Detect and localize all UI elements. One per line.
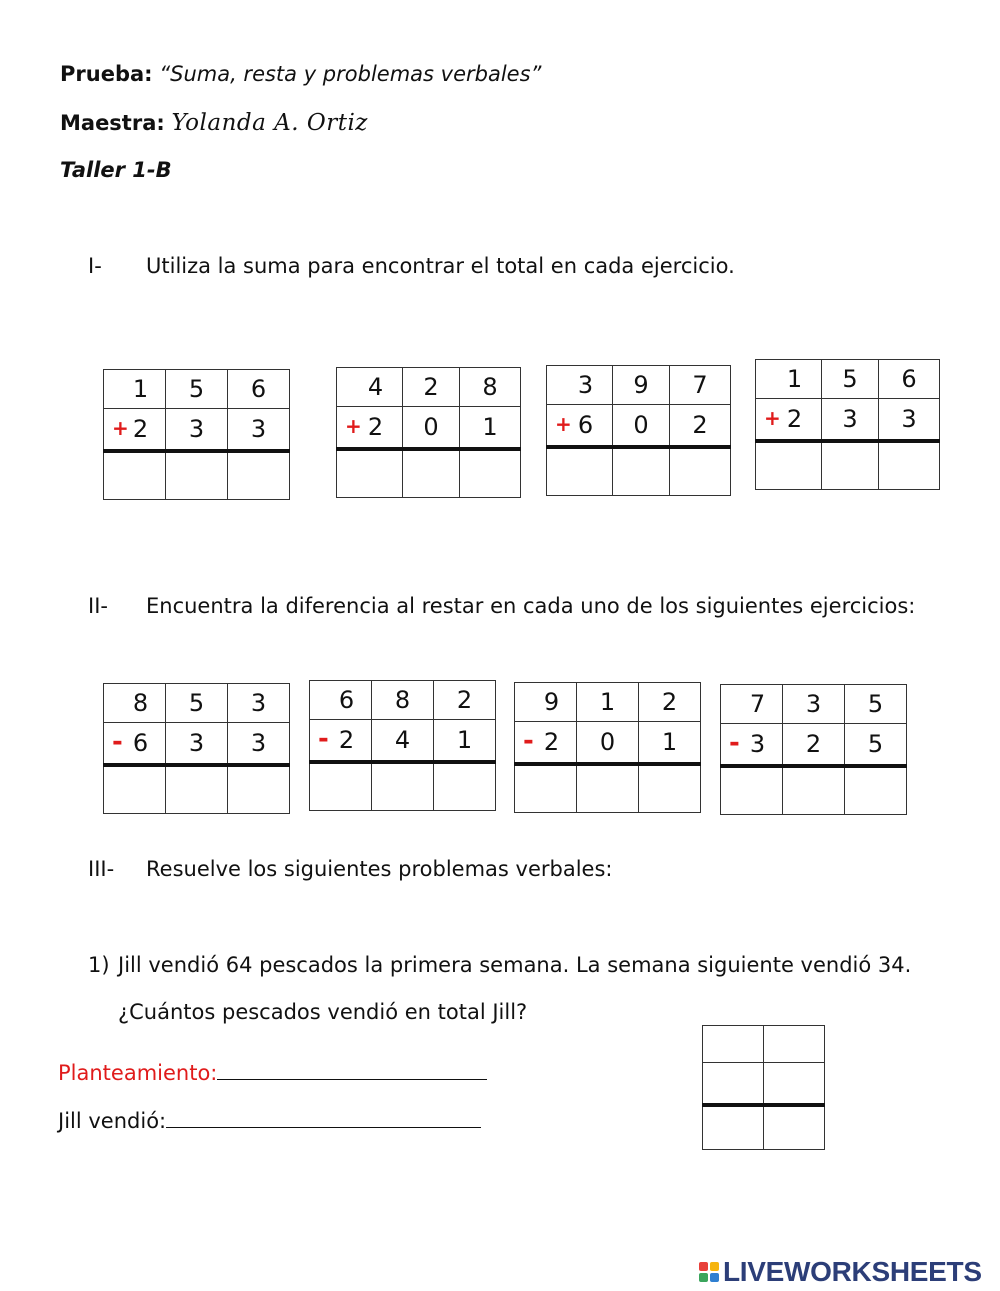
top-digit: 5 bbox=[842, 365, 858, 393]
answer-cell[interactable] bbox=[639, 764, 701, 813]
top-digit-cell bbox=[228, 684, 290, 723]
bottom-digit-cell bbox=[577, 722, 639, 765]
section-3-number: III- bbox=[88, 857, 115, 881]
top-digit: 1 bbox=[786, 365, 803, 393]
minus-sign: - bbox=[523, 725, 534, 756]
bottom-digit: 3 bbox=[842, 405, 858, 433]
bottom-digit-cell bbox=[372, 720, 434, 763]
answer-cell[interactable] bbox=[104, 765, 166, 814]
answer-cell[interactable] bbox=[756, 441, 822, 490]
bottom-digit-cell bbox=[104, 723, 166, 766]
bottom-digit: 0 bbox=[599, 728, 616, 756]
bottom-digit: 3 bbox=[901, 405, 917, 433]
planteamiento-label: Planteamiento: bbox=[58, 1061, 218, 1085]
section-2-number: II- bbox=[88, 594, 108, 618]
minus-sign: - bbox=[112, 726, 123, 757]
answer-cell[interactable] bbox=[228, 451, 290, 500]
top-digit-cell bbox=[104, 684, 166, 723]
top-digit: 1 bbox=[132, 375, 149, 403]
bottom-digit: 0 bbox=[423, 413, 439, 441]
bottom-digit: 5 bbox=[867, 730, 884, 758]
answer-cell[interactable] bbox=[403, 449, 460, 498]
bottom-digit-cell bbox=[670, 405, 731, 448]
teacher-line bbox=[60, 110, 368, 136]
top-digit-cell bbox=[639, 683, 701, 722]
top-digit: 1 bbox=[599, 688, 616, 716]
top-digit-cell bbox=[756, 360, 822, 399]
bottom-digit-cell bbox=[228, 723, 290, 766]
answer-cell[interactable] bbox=[845, 766, 907, 815]
bottom-digit: 1 bbox=[661, 728, 678, 756]
top-digit-cell bbox=[783, 685, 845, 724]
answer-line[interactable] bbox=[166, 1109, 481, 1128]
top-digit-cell bbox=[515, 683, 577, 722]
top-digit: 6 bbox=[250, 375, 267, 403]
top-digit-cell bbox=[547, 366, 613, 405]
test-title-line bbox=[60, 62, 541, 86]
bottom-digit: 2 bbox=[786, 405, 803, 433]
top-digit-cell bbox=[337, 368, 403, 407]
section2-problem-1 bbox=[103, 683, 290, 814]
word-problem-grid bbox=[702, 1025, 825, 1150]
word-problem-1-line1: Jill vendió 64 pescados la primera semana. La semana siguiente vendió 34. bbox=[118, 953, 912, 977]
bottom-digit: 3 bbox=[250, 415, 267, 443]
top-digit: 8 bbox=[394, 686, 411, 714]
section-1-instruction: Utiliza la suma para encontrar el total en cada ejercicio. bbox=[146, 254, 735, 278]
maestra-value: Yolanda A. Ortiz bbox=[171, 110, 368, 136]
logo-square-green bbox=[699, 1273, 708, 1282]
maestra-label: Maestra: bbox=[60, 111, 165, 135]
logo-square-red bbox=[699, 1262, 708, 1271]
answer-cell[interactable] bbox=[783, 766, 845, 815]
bottom-digit: 2 bbox=[805, 730, 822, 758]
bottom-digit: 6 bbox=[577, 411, 594, 439]
bottom-digit: 2 bbox=[367, 413, 384, 441]
bottom-digit: 0 bbox=[633, 411, 649, 439]
answer-cell[interactable] bbox=[166, 451, 228, 500]
bottom-digit-cell bbox=[879, 399, 940, 442]
bottom-digit: 3 bbox=[188, 729, 205, 757]
bottom-digit: 2 bbox=[692, 411, 708, 439]
bottom-digit-cell bbox=[721, 724, 783, 767]
answer-cell[interactable] bbox=[166, 765, 228, 814]
plus-sign: + bbox=[345, 414, 362, 439]
top-digit: 6 bbox=[338, 686, 355, 714]
answer-cell[interactable] bbox=[577, 764, 639, 813]
section2-problem-2 bbox=[309, 680, 496, 811]
section-2-instruction: Encuentra la diferencia al restar en cada uno de los siguientes ejercicios: bbox=[146, 594, 916, 618]
top-digit: 2 bbox=[661, 688, 678, 716]
top-digit-cell bbox=[613, 366, 670, 405]
bottom-digit: 3 bbox=[250, 729, 267, 757]
top-digit: 3 bbox=[577, 371, 594, 399]
bottom-digit-cell bbox=[783, 724, 845, 767]
plus-sign: + bbox=[112, 416, 129, 441]
top-digit-cell bbox=[845, 685, 907, 724]
bottom-digit: 2 bbox=[338, 726, 355, 754]
answer-cell[interactable] bbox=[515, 764, 577, 813]
bottom-digit: 3 bbox=[749, 730, 766, 758]
top-digit-cell bbox=[104, 370, 166, 409]
bottom-digit-cell bbox=[310, 720, 372, 763]
top-digit: 2 bbox=[456, 686, 473, 714]
answer-cell[interactable] bbox=[879, 441, 940, 490]
top-digit-cell bbox=[166, 370, 228, 409]
answer-cell[interactable] bbox=[613, 447, 670, 496]
bottom-digit-cell bbox=[166, 723, 228, 766]
top-digit: 4 bbox=[367, 373, 384, 401]
answer-cell[interactable] bbox=[337, 449, 403, 498]
word-problem-1 bbox=[88, 953, 911, 977]
bottom-digit: 6 bbox=[132, 729, 149, 757]
top-digit: 3 bbox=[805, 690, 822, 718]
top-digit-cell bbox=[372, 681, 434, 720]
logo-square-blue bbox=[710, 1273, 719, 1282]
minus-sign: - bbox=[318, 723, 329, 754]
top-digit: 9 bbox=[633, 371, 649, 399]
top-digit: 2 bbox=[423, 373, 439, 401]
grid-cell[interactable] bbox=[764, 1063, 825, 1106]
top-digit-cell bbox=[310, 681, 372, 720]
answer-cell[interactable] bbox=[372, 762, 434, 811]
bottom-digit-cell bbox=[403, 407, 460, 450]
logo-icon bbox=[699, 1262, 719, 1282]
bottom-digit-cell bbox=[104, 409, 166, 452]
answer-cell[interactable] bbox=[822, 441, 879, 490]
planteamiento-answer-line[interactable] bbox=[217, 1061, 487, 1080]
bottom-digit-cell bbox=[166, 409, 228, 452]
section-3-instruction: Resuelve los siguientes problemas verbales: bbox=[146, 857, 613, 881]
top-digit: 7 bbox=[749, 690, 766, 718]
bottom-digit-cell bbox=[434, 720, 496, 763]
bottom-digit-cell bbox=[822, 399, 879, 442]
answer-cell[interactable] bbox=[460, 449, 521, 498]
top-digit-cell bbox=[822, 360, 879, 399]
top-digit: 5 bbox=[867, 690, 884, 718]
prueba-label: Prueba: bbox=[60, 62, 153, 86]
answer-cell[interactable] bbox=[434, 762, 496, 811]
bottom-digit: 2 bbox=[132, 415, 149, 443]
logo-text: LIVEWORKSHEETS bbox=[723, 1256, 982, 1287]
top-digit-cell bbox=[670, 366, 731, 405]
grid-cell[interactable] bbox=[703, 1105, 764, 1150]
grid-cell[interactable] bbox=[764, 1026, 825, 1063]
bottom-digit: 4 bbox=[394, 726, 411, 754]
section2-problem-4 bbox=[720, 684, 907, 815]
bottom-digit-cell bbox=[613, 405, 670, 448]
bottom-digit-cell bbox=[460, 407, 521, 450]
top-digit: 3 bbox=[250, 689, 267, 717]
word-problem-1-number: 1) bbox=[88, 953, 110, 977]
grid-cell[interactable] bbox=[703, 1063, 764, 1106]
bottom-digit: 1 bbox=[482, 413, 498, 441]
bottom-digit-cell bbox=[337, 407, 403, 450]
logo-square-yellow bbox=[710, 1262, 719, 1271]
grid-cell[interactable] bbox=[703, 1026, 764, 1063]
bottom-digit-cell bbox=[639, 722, 701, 765]
plus-sign: + bbox=[555, 412, 572, 437]
section1-problem-2 bbox=[336, 367, 521, 498]
top-digit-cell bbox=[228, 370, 290, 409]
answer-row bbox=[58, 1109, 481, 1133]
top-digit-cell bbox=[460, 368, 521, 407]
minus-sign: - bbox=[729, 727, 740, 758]
top-digit-cell bbox=[577, 683, 639, 722]
section-2-heading bbox=[88, 594, 915, 618]
answer-cell[interactable] bbox=[228, 765, 290, 814]
section-3-heading bbox=[88, 857, 612, 881]
prueba-value: “Suma, resta y problemas verbales” bbox=[159, 62, 542, 86]
grid-cell[interactable] bbox=[764, 1105, 825, 1150]
bottom-digit-cell bbox=[515, 722, 577, 765]
section-1-number: I- bbox=[88, 254, 102, 278]
word-problem-1-line2: ¿Cuántos pescados vendió en total Jill? bbox=[118, 1000, 528, 1024]
answer-cell[interactable] bbox=[547, 447, 613, 496]
bottom-digit-cell bbox=[228, 409, 290, 452]
top-digit: 9 bbox=[543, 688, 560, 716]
planteamiento-row bbox=[58, 1061, 487, 1085]
top-digit: 7 bbox=[692, 371, 708, 399]
section1-problem-4 bbox=[755, 359, 940, 490]
section-1-heading bbox=[88, 254, 735, 278]
bottom-digit: 1 bbox=[456, 726, 473, 754]
answer-cell[interactable] bbox=[721, 766, 783, 815]
bottom-digit: 2 bbox=[543, 728, 560, 756]
top-digit-cell bbox=[721, 685, 783, 724]
top-digit: 8 bbox=[132, 689, 149, 717]
section2-problem-3 bbox=[514, 682, 701, 813]
top-digit: 8 bbox=[482, 373, 498, 401]
bottom-digit-cell bbox=[547, 405, 613, 448]
top-digit-cell bbox=[403, 368, 460, 407]
top-digit: 5 bbox=[188, 375, 205, 403]
plus-sign: + bbox=[764, 406, 781, 431]
liveworksheets-logo bbox=[699, 1256, 982, 1288]
bottom-digit-cell bbox=[845, 724, 907, 767]
answer-cell[interactable] bbox=[104, 451, 166, 500]
section1-problem-1 bbox=[103, 369, 290, 500]
top-digit-cell bbox=[879, 360, 940, 399]
answer-cell[interactable] bbox=[310, 762, 372, 811]
answer-label: Jill vendió: bbox=[58, 1109, 167, 1133]
answer-cell[interactable] bbox=[670, 447, 731, 496]
bottom-digit-cell bbox=[756, 399, 822, 442]
top-digit-cell bbox=[166, 684, 228, 723]
top-digit-cell bbox=[434, 681, 496, 720]
top-digit: 5 bbox=[188, 689, 205, 717]
section1-problem-3 bbox=[546, 365, 731, 496]
taller-label: Taller 1-B bbox=[60, 158, 172, 182]
top-digit: 6 bbox=[901, 365, 917, 393]
bottom-digit: 3 bbox=[188, 415, 205, 443]
